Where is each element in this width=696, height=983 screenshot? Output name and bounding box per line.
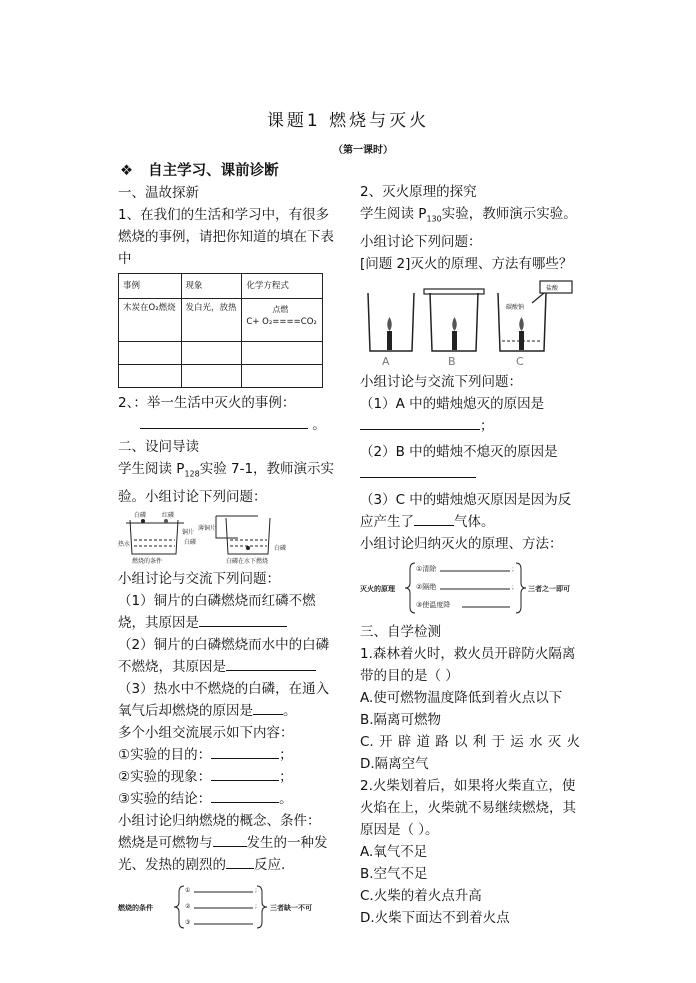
section-3-title: 三、自学检测 bbox=[360, 623, 441, 640]
option[interactable]: A.使可燃物温度降低到着火点以下 bbox=[360, 689, 563, 706]
discussion-question-1: （1）A 中的蜡烛熄灭的原因是 ； bbox=[360, 395, 545, 434]
white-phosphorus-dot bbox=[141, 519, 145, 523]
answer-blank[interactable] bbox=[360, 415, 480, 430]
table-cell bbox=[242, 342, 323, 365]
question-1: 1、在我们的生活和学习中，有很多燃烧的事例，请把你知道的填在下表中 bbox=[118, 207, 334, 267]
beaker-letter: A bbox=[382, 354, 390, 368]
combustion-conditions-diagram bbox=[118, 882, 318, 932]
combustion-definition: 燃烧是可燃物与 发生的一种发光、发热的剧烈的 反应. bbox=[118, 832, 342, 876]
page-title: 课题1 燃烧与灭火 bbox=[266, 111, 430, 131]
condition-marker: ① bbox=[185, 886, 191, 894]
table-header: 化学方程式 bbox=[242, 274, 323, 299]
reading-instruction: 学生阅读 $P_{130}$实验，教师演示实验。 bbox=[360, 206, 577, 224]
white-phosphorus-dot bbox=[246, 546, 250, 550]
figure-label: 红磷 bbox=[162, 511, 175, 519]
reaction-equation: C+ O₂====CO₂ bbox=[246, 317, 317, 327]
red-phosphorus-dot bbox=[164, 519, 168, 523]
candle-beakers-figure bbox=[360, 279, 576, 369]
section-heading: ❖ 自主学习、课前诊断 bbox=[120, 163, 279, 179]
figure-label: 白磷 bbox=[134, 511, 147, 519]
discussion-question-3: （3）C 中的蜡烛熄灭原因是因为反应产生了 气体。 bbox=[360, 491, 572, 530]
test-question-2: 2.火柴划着后，如果将火柴直立，使火焰在上，火柴就不易继续燃烧，其原因是（ ）。 bbox=[360, 777, 576, 838]
beaker-letter: B bbox=[448, 354, 456, 368]
discussion-intro: 小组讨论下列问题： bbox=[360, 233, 482, 250]
table-cell bbox=[181, 342, 242, 365]
fire-method: ①清除 bbox=[416, 564, 437, 573]
page-subtitle: （第一课时） bbox=[333, 145, 393, 156]
fire-method: ②隔绝 bbox=[416, 582, 437, 591]
share-item-1: ①实验的目的： ； bbox=[118, 744, 342, 766]
answer-blank[interactable] bbox=[213, 832, 247, 847]
reading-instruction: 学生阅读 $P_{128}$实验 7-1，教师演示实验。小组讨论下列问题： bbox=[118, 461, 335, 505]
share-intro: 多个小组交流展示如下内容： bbox=[118, 724, 294, 741]
table-cell bbox=[242, 365, 323, 388]
answer-blank[interactable] bbox=[253, 700, 283, 715]
table-cell: 木炭在O₂燃烧 bbox=[119, 299, 182, 342]
figure-label: 薄铜片 bbox=[198, 524, 217, 532]
figure-label: 白磷 bbox=[274, 544, 287, 552]
answer-blank[interactable] bbox=[226, 656, 316, 671]
discussion-question-2: （2）铜片的白磷燃烧而水中的白磷不燃烧，其原因是 bbox=[118, 636, 330, 675]
summary-intro: 小组讨论归纳灭火的原理、方法： bbox=[360, 535, 563, 552]
svg-text:;: ; bbox=[255, 902, 258, 910]
figure-label: 铜片 bbox=[182, 528, 195, 536]
fire-method: ③使温度降 bbox=[416, 600, 451, 609]
fire-principle-note: 三者之一即可 bbox=[528, 584, 570, 593]
svg-text:;: ; bbox=[512, 565, 515, 573]
discussion-intro-2: 小组讨论与交流下列问题： bbox=[360, 373, 522, 390]
svg-text:;: ; bbox=[255, 886, 258, 894]
beaker-label: 碳酸钠 bbox=[506, 303, 525, 311]
section-title: 2、灭火原理的探究 bbox=[360, 184, 477, 200]
table-cell bbox=[119, 365, 182, 388]
left-column bbox=[118, 160, 342, 934]
table-header: 现象 bbox=[181, 274, 242, 299]
beaker-letter: C bbox=[516, 354, 524, 368]
option[interactable]: B.隔离可燃物 bbox=[360, 711, 442, 728]
option[interactable]: D.火柴下面达不到着火点 bbox=[360, 909, 510, 926]
conditions-note: 三者缺一不可 bbox=[270, 903, 312, 912]
section-1-title: 一、温故探新 bbox=[118, 185, 199, 201]
conditions-label: 燃烧的条件 bbox=[118, 903, 153, 912]
figure-caption: 燃烧的条件 bbox=[132, 557, 163, 565]
table-cell: 发白光，放热 bbox=[181, 299, 242, 342]
answer-blank[interactable] bbox=[199, 612, 287, 627]
fire-principle-label: 灭火的原理 bbox=[360, 584, 395, 593]
answer-blank[interactable] bbox=[414, 511, 454, 526]
answer-blank[interactable] bbox=[211, 766, 279, 781]
answer-blank[interactable] bbox=[360, 463, 476, 478]
svg-text:;: ; bbox=[512, 583, 515, 591]
option[interactable]: C.火柴的着火点升高 bbox=[360, 887, 482, 904]
answer-blank[interactable] bbox=[211, 788, 279, 803]
table-cell bbox=[119, 342, 182, 365]
answer-blank[interactable] bbox=[140, 414, 308, 429]
diamond-bullet-icon: ❖ bbox=[120, 163, 133, 179]
section-2-title: 二、设问导读 bbox=[118, 439, 199, 455]
discussion-intro: 小组讨论与交流下列问题： bbox=[118, 570, 280, 587]
right-column bbox=[360, 181, 580, 929]
answer-blank[interactable] bbox=[226, 854, 254, 869]
question-2: 2、：举一生活中灭火的事例： bbox=[118, 395, 296, 411]
option[interactable]: A.氧气不足 bbox=[360, 843, 428, 860]
question-2-heading: [问题 2]灭火的原理、方法有哪些？ bbox=[360, 255, 573, 272]
summary-intro: 小组讨论归纳燃烧的概念、条件： bbox=[118, 812, 321, 829]
beaker-label: 盐酸 bbox=[546, 284, 559, 292]
answer-line: 。 bbox=[118, 414, 342, 436]
table-cell bbox=[181, 365, 242, 388]
condition-marker: ② bbox=[185, 902, 191, 910]
discussion-question-3: （3）热水中不燃烧的白磷，在通入氧气后却燃烧的原因是 。 bbox=[118, 680, 330, 719]
answer-blank[interactable] bbox=[211, 744, 279, 759]
share-item-2: ②实验的现象： ； bbox=[118, 766, 342, 788]
figure-label: 热水 bbox=[118, 540, 131, 548]
table-header: 事例 bbox=[119, 274, 182, 299]
combustion-experiment-figure bbox=[118, 510, 308, 566]
reaction-condition: 点燃 bbox=[272, 305, 289, 314]
option[interactable]: B.空气不足 bbox=[360, 865, 428, 882]
fire-extinguishing-diagram bbox=[360, 559, 580, 617]
condition-marker: ③ bbox=[185, 918, 191, 926]
table-cell bbox=[242, 299, 323, 342]
option[interactable]: C.开辟道路以利于运水灭火 bbox=[360, 733, 580, 750]
figure-label: 白磷 bbox=[184, 538, 197, 546]
reaction-table bbox=[118, 273, 323, 388]
test-question-1: 1.森林着火时，救火员开辟防火隔离带的目的是（ ） bbox=[360, 645, 576, 684]
discussion-question-2: （2）B 中的蜡烛不熄灭的原因是 bbox=[360, 441, 580, 485]
share-item-3: ③实验的结论： 。 bbox=[118, 788, 342, 810]
figure-caption: 白磷在水下燃烧 bbox=[226, 557, 269, 565]
option[interactable]: D.隔离空气 bbox=[360, 755, 429, 772]
discussion-question-1: （1）铜片的白磷燃烧而红磷不燃烧，其原因是 bbox=[118, 592, 316, 631]
